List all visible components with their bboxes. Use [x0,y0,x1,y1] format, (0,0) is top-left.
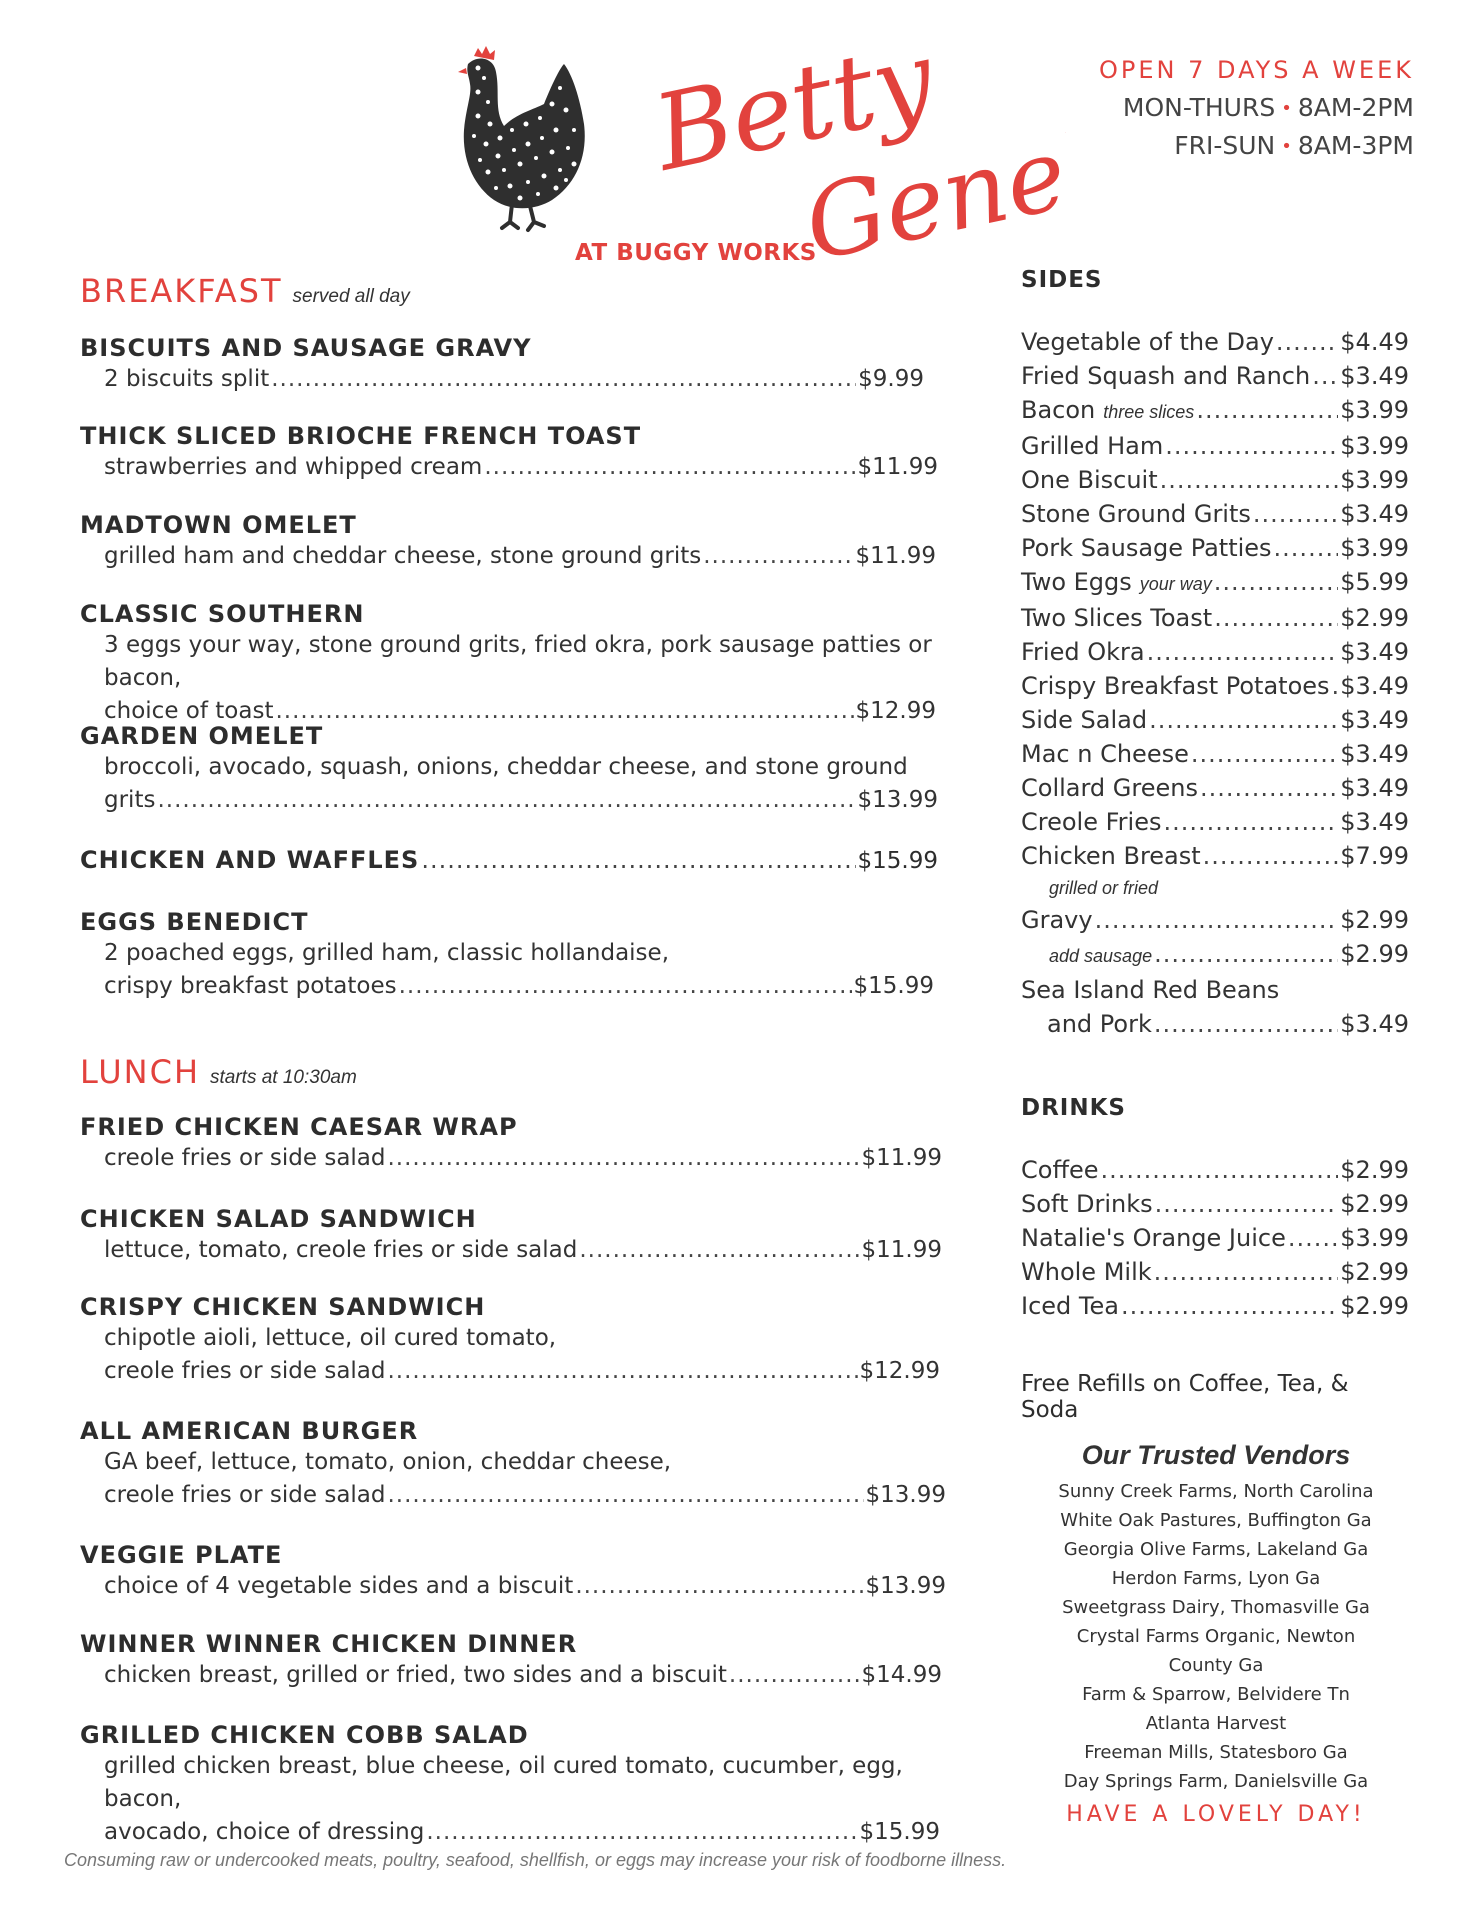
menu-item [80,721,950,817]
item-price: $9.99 [858,366,924,392]
item-price: $13.99 [865,1482,946,1508]
item-line [104,1355,940,1388]
item-line [104,784,938,817]
hours-block [1099,52,1414,165]
item-price: $15.99 [857,848,938,874]
brand-line2: Gene's [795,98,1066,280]
item-price: $15.99 [859,1819,940,1845]
food-safety-disclaimer: Consuming raw or undercooked meats, poultry, seafood, shellfish, or eggs may increase your risk of foodborne illness. [64,1850,1007,1870]
side-note: your way [1139,574,1212,594]
hours-title: OPEN 7 DAYS A WEEK [1099,56,1414,84]
menu-item [80,599,950,728]
menu-item [80,510,950,573]
sides-list [1021,325,1409,1041]
leader-dots [426,1816,857,1849]
drinks-list [1021,1153,1409,1323]
leader-dots [729,1659,860,1692]
vendor-item: Herdon Farms, Lyon Ga [1111,1568,1321,1589]
drink-item: Natalie's Orange Juice ..... $3.99 [1021,1221,1409,1255]
side-item: Two Eggs your way ..... $5.99 [1021,565,1409,601]
item-price: $11.99 [857,454,938,480]
vendors-title: Our Trusted Vendors [1081,1440,1351,1470]
lunch-heading [80,1053,950,1091]
item-name: GARDEN OMELET [80,722,324,750]
item-name: CHICKEN AND WAFFLES [80,846,420,874]
item-price: $11.99 [861,1237,942,1263]
side-item: Creole Fries ..... $3.49 [1021,805,1409,839]
menu-item [80,1112,950,1175]
item-name: CHICKEN SALAD SANDWICH [80,1205,477,1233]
item-desc: lettuce, tomato, creole fries or side salad [104,1237,578,1263]
hours-row-weekend [1099,127,1414,165]
menu-item [80,1204,950,1267]
item-desc: grilled ham and cheddar cheese, stone ground grits [104,543,702,569]
item-desc: avocado, choice of dressing [104,1819,425,1845]
vendor-item: Georgia Olive Farms, Lakeland Ga [1063,1539,1369,1560]
vendor-item: Sweetgrass Dairy, Thomasville Ga [1062,1597,1370,1618]
item-name: FRIED CHICKEN CAESAR WRAP [80,1113,518,1141]
side-item: Collard Greens ..... $3.49 [1021,771,1409,805]
menu-item [80,421,950,484]
item-line [80,845,938,876]
side-item: Fried Squash and Ranch ..... $3.49 [1021,359,1409,393]
item-line [104,451,938,484]
hours-row-weekday [1099,89,1414,127]
leader-dots [388,1355,858,1388]
leader-dots [399,970,852,1003]
item-price: $13.99 [857,787,938,813]
item-line [104,1234,942,1267]
item-price: $12.99 [859,1358,940,1384]
side-item: Crispy Breakfast Potatoes ..... $3.49 [1021,669,1409,703]
item-name: GRILLED CHICKEN COBB SALAD [80,1721,529,1749]
brand-subtitle: AT BUGGY WORKS [575,240,817,266]
menu-item [80,907,950,1003]
side-item: Fried Okra ..... $3.49 [1021,635,1409,669]
side-item: Vegetable of the Day ..... $4.49 [1021,325,1409,359]
item-line [104,540,936,573]
side-item: One Biscuit ..... $3.99 [1021,463,1409,497]
side-item: and Pork ..... $3.49 [1021,1007,1409,1041]
leader-dots [388,1479,864,1512]
vendor-item: Farm & Sparrow, Belvidere Tn [1082,1684,1350,1705]
side-item: Pork Sausage Patties ..... $3.99 [1021,531,1409,565]
item-desc: choice of 4 vegetable sides and a biscuit [104,1573,574,1599]
drink-item: Iced Tea ..... $2.99 [1021,1289,1409,1323]
vendors-section [1021,1440,1411,1827]
section-title: BREAKFAST [80,272,283,310]
menu-item [80,845,950,876]
vendor-item: Freeman Mills, Statesboro Ga [1084,1742,1348,1763]
bullet-icon: • [1281,136,1292,157]
leader-dots [484,451,855,484]
vendor-item: Crystal Farms Organic, Newton [1076,1626,1356,1647]
vendor-item: County Ga [1168,1655,1264,1676]
drink-item: Whole Milk ..... $2.99 [1021,1255,1409,1289]
item-desc: grilled chicken breast, blue cheese, oil cured tomato, cucumber, egg, bacon, [104,1753,903,1812]
item-name: MADTOWN OMELET [80,511,357,539]
item-line [104,1570,946,1603]
closing-message: HAVE A LOVELY DAY! [1066,1802,1366,1827]
item-price: $12.99 [855,698,936,724]
item-desc: strawberries and whipped cream [104,454,483,480]
item-desc: 2 biscuits split [104,366,270,392]
item-desc: broccoli, avocado, squash, onions, cheddar cheese, and stone ground [104,754,908,780]
item-line [104,970,934,1003]
drinks-title: DRINKS [1021,1095,1126,1121]
item-desc: 2 poached eggs, grilled ham, classic hollandaise, [104,940,670,966]
menu-item [80,1292,950,1388]
item-price: $15.99 [853,973,934,999]
vendor-item: Atlanta Harvest [1145,1713,1287,1734]
item-price: $13.99 [865,1573,946,1599]
item-price: $14.99 [861,1662,942,1688]
vendor-item: White Oak Pastures, Buffington Ga [1060,1510,1372,1531]
menu-item [80,1720,950,1849]
item-name: VEGGIE PLATE [80,1541,283,1569]
leader-dots [703,540,853,573]
hours-time: 8AM-3PM [1297,131,1414,160]
item-desc: creole fries or side salad [104,1358,386,1384]
hours-days: FRI-SUN [1174,131,1276,160]
side-item: Mac n Cheese ..... $3.49 [1021,737,1409,771]
side-item: Stone Ground Grits ..... $3.49 [1021,497,1409,531]
menu-item [80,1540,950,1603]
leader-dots [575,1570,863,1603]
item-name: CRISPY CHICKEN SANDWICH [80,1293,486,1321]
drink-item: Soft Drinks ..... $2.99 [1021,1187,1409,1221]
drink-item: Coffee ..... $2.99 [1021,1153,1409,1187]
side-item: Gravy ..... $2.99 [1021,903,1409,937]
item-name: BISCUITS AND SAUSAGE GRAVY [80,334,532,362]
side-item: Chicken Breast ..... $7.99 [1021,839,1409,873]
side-item: add sausage ..... $2.99 [1021,937,1409,973]
item-price: $11.99 [855,543,936,569]
section-note: starts at 10:30am [210,1067,357,1088]
item-desc: crispy breakfast potatoes [104,973,397,999]
hours-time: 8AM-2PM [1297,93,1414,122]
item-desc: creole fries or side salad [104,1145,386,1171]
leader-dots [157,784,855,817]
item-name: THICK SLICED BRIOCHE FRENCH TOAST [80,422,642,450]
item-name: WINNER WINNER CHICKEN DINNER [80,1630,578,1658]
refills-note: Free Refills on Coffee, Tea, & Soda [1021,1371,1349,1423]
item-line [104,1479,946,1512]
item-name: EGGS BENEDICT [80,908,309,936]
brand-line1: Betty [644,40,944,195]
hours-days: MON-THURS [1122,93,1276,122]
vendor-item: Day Springs Farm, Danielsville Ga [1063,1771,1369,1792]
item-desc: GA beef, lettuce, tomato, onion, cheddar cheese, [104,1449,672,1475]
breakfast-heading [80,272,950,310]
item-desc: chipotle aioli, lettuce, oil cured tomato, [104,1325,557,1351]
item-desc: choice of toast [104,698,274,724]
leader-dots [388,1142,860,1175]
item-price: $11.99 [861,1145,942,1171]
item-line [104,1816,940,1849]
menu-item [80,1416,950,1512]
menu-item [80,333,950,396]
side-item-name: Sea Island Red Beans [1021,976,1280,1004]
side-note: three slices [1103,402,1195,422]
side-item: Side Salad ..... $3.49 [1021,703,1409,737]
sides-title: SIDES [1021,267,1103,293]
item-desc: creole fries or side salad [104,1482,386,1508]
item-desc: chicken breast, grilled or fried, two sides and a biscuit [104,1662,727,1688]
menu-item [80,1629,950,1692]
item-line [104,1142,942,1175]
side-item: Two Slices Toast ..... $2.99 [1021,601,1409,635]
vendor-list [1021,1477,1411,1796]
leader-dots [271,363,856,396]
item-desc: 3 eggs your way, stone ground grits, fried okra, pork sausage patties or bacon, [104,632,932,691]
side-item: Bacon three slices ..... $3.99 [1021,393,1409,429]
side-note: grilled or fried [1049,878,1159,898]
drinks-section [1021,1095,1411,1121]
section-note: served all day [292,286,410,307]
hen-illustration [448,44,608,234]
item-name: CLASSIC SOUTHERN [80,600,365,628]
leader-dots [421,845,855,875]
sides-section [1021,267,1411,293]
item-name: ALL AMERICAN BURGER [80,1417,419,1445]
vendor-item: Sunny Creek Farms, North Carolina [1058,1481,1374,1502]
section-title: LUNCH [80,1053,200,1091]
bullet-icon: • [1281,98,1292,119]
side-item: Grilled Ham ..... $3.99 [1021,429,1409,463]
item-line [104,363,924,396]
leader-dots [579,1234,859,1267]
item-line [104,1659,942,1692]
item-desc: grits [104,787,156,813]
